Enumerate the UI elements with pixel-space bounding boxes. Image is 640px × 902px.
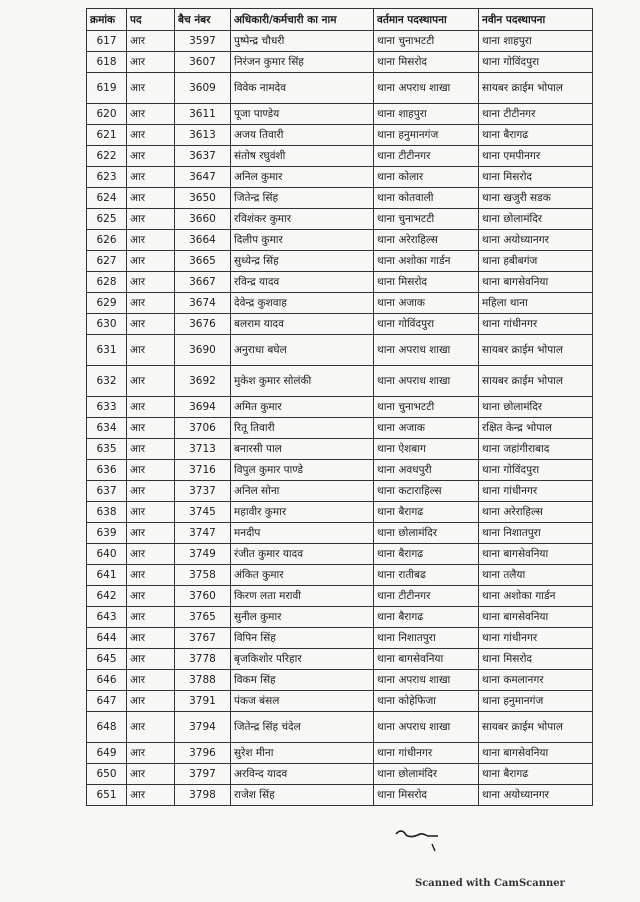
- post-cell: आर: [127, 460, 175, 481]
- name-cell: सुध्येन्द्र सिंह: [231, 251, 374, 272]
- table-row: [87, 502, 593, 523]
- current-posting-cell: थाना कोलार: [374, 167, 479, 188]
- new-posting-cell: थाना अयोध्यानगर: [479, 785, 593, 806]
- serial-cell: 636: [87, 460, 127, 481]
- table-row: [87, 691, 593, 712]
- current-posting-cell: थाना चुनाभटटी: [374, 31, 479, 52]
- name-cell: बृजकिशोर परिहार: [231, 649, 374, 670]
- current-posting-cell: थाना छोलामंदिर: [374, 764, 479, 785]
- batch-cell: 3667: [175, 272, 231, 293]
- batch-cell: 3609: [175, 73, 231, 104]
- current-posting-cell: थाना शाहपुरा: [374, 104, 479, 125]
- current-posting-cell: थाना अवधपुरी: [374, 460, 479, 481]
- batch-cell: 3647: [175, 167, 231, 188]
- current-posting-cell: थाना अपराध शाखा: [374, 73, 479, 104]
- serial-cell: 625: [87, 209, 127, 230]
- table-row: [87, 397, 593, 418]
- serial-cell: 638: [87, 502, 127, 523]
- batch-cell: 3660: [175, 209, 231, 230]
- current-posting-cell: थाना कोतवाली: [374, 188, 479, 209]
- post-cell: आर: [127, 73, 175, 104]
- batch-cell: 3796: [175, 743, 231, 764]
- current-posting-cell: थाना कटाराहिल्स: [374, 481, 479, 502]
- serial-cell: 635: [87, 439, 127, 460]
- post-cell: आर: [127, 366, 175, 397]
- current-posting-cell: थाना बैरागढ: [374, 607, 479, 628]
- name-cell: विपिन सिंह: [231, 628, 374, 649]
- batch-cell: 3778: [175, 649, 231, 670]
- batch-cell: 3664: [175, 230, 231, 251]
- post-cell: आर: [127, 335, 175, 366]
- batch-cell: 3767: [175, 628, 231, 649]
- new-posting-cell: थाना एमपीनगर: [479, 146, 593, 167]
- serial-cell: 647: [87, 691, 127, 712]
- current-posting-cell: थाना चुनाभटटी: [374, 209, 479, 230]
- serial-cell: 631: [87, 335, 127, 366]
- serial-cell: 649: [87, 743, 127, 764]
- new-posting-cell: थाना तलैया: [479, 565, 593, 586]
- current-posting-cell: थाना टीटीनगर: [374, 586, 479, 607]
- batch-cell: 3637: [175, 146, 231, 167]
- new-posting-cell: थाना शाहपुरा: [479, 31, 593, 52]
- name-cell: देवेन्द्र कुशवाह: [231, 293, 374, 314]
- name-cell: रितू तिवारी: [231, 418, 374, 439]
- table-row: [87, 335, 593, 366]
- table-row: [87, 230, 593, 251]
- post-cell: आर: [127, 293, 175, 314]
- serial-cell: 620: [87, 104, 127, 125]
- serial-cell: 640: [87, 544, 127, 565]
- post-cell: आर: [127, 743, 175, 764]
- table-row: [87, 167, 593, 188]
- current-posting-cell: थाना अजाक: [374, 418, 479, 439]
- serial-cell: 641: [87, 565, 127, 586]
- current-posting-cell: थाना कोहेफिजा: [374, 691, 479, 712]
- new-posting-cell: थाना मिसरोद: [479, 167, 593, 188]
- current-posting-cell: थाना मिसरोद: [374, 272, 479, 293]
- current-posting-cell: थाना बैरागढ: [374, 502, 479, 523]
- table-row: [87, 712, 593, 743]
- table-row: [87, 544, 593, 565]
- post-cell: आर: [127, 188, 175, 209]
- name-cell: बलराम यादव: [231, 314, 374, 335]
- post-cell: आर: [127, 125, 175, 146]
- header-batch: बैच नंबर: [175, 9, 231, 31]
- batch-cell: 3758: [175, 565, 231, 586]
- post-cell: आर: [127, 628, 175, 649]
- current-posting-cell: थाना मिसरोद: [374, 785, 479, 806]
- new-posting-cell: थाना बैरागढ: [479, 764, 593, 785]
- new-posting-cell: थाना बागसेवनिया: [479, 607, 593, 628]
- current-posting-cell: थाना ऐशबाग: [374, 439, 479, 460]
- serial-cell: 618: [87, 52, 127, 73]
- post-cell: आर: [127, 586, 175, 607]
- new-posting-cell: सायबर क्राईम भोपाल: [479, 366, 593, 397]
- name-cell: अमित कुमार: [231, 397, 374, 418]
- name-cell: रविन्द्र यादव: [231, 272, 374, 293]
- table-row: [87, 607, 593, 628]
- table-row: [87, 272, 593, 293]
- batch-cell: 3745: [175, 502, 231, 523]
- new-posting-cell: थाना बैरागढ: [479, 125, 593, 146]
- name-cell: बनारसी पाल: [231, 439, 374, 460]
- name-cell: रविशंकर कुमार: [231, 209, 374, 230]
- batch-cell: 3737: [175, 481, 231, 502]
- table-row: [87, 764, 593, 785]
- new-posting-cell: महिला थाना: [479, 293, 593, 314]
- batch-cell: 3694: [175, 397, 231, 418]
- table-row: [87, 481, 593, 502]
- name-cell: किरण लता मरावी: [231, 586, 374, 607]
- name-cell: अंकित कुमार: [231, 565, 374, 586]
- current-posting-cell: थाना निशातपुरा: [374, 628, 479, 649]
- post-cell: आर: [127, 167, 175, 188]
- batch-cell: 3650: [175, 188, 231, 209]
- transfer-table: [86, 8, 593, 806]
- batch-cell: 3788: [175, 670, 231, 691]
- current-posting-cell: थाना अपराध शाखा: [374, 670, 479, 691]
- new-posting-cell: रक्षित केन्द्र भोपाल: [479, 418, 593, 439]
- table-row: [87, 649, 593, 670]
- post-cell: आर: [127, 439, 175, 460]
- name-cell: दिलीप कुमार: [231, 230, 374, 251]
- serial-cell: 621: [87, 125, 127, 146]
- post-cell: आर: [127, 712, 175, 743]
- current-posting-cell: थाना गांधीनगर: [374, 743, 479, 764]
- current-posting-cell: थाना अरेराहिल्स: [374, 230, 479, 251]
- post-cell: आर: [127, 146, 175, 167]
- serial-cell: 644: [87, 628, 127, 649]
- table-row: [87, 628, 593, 649]
- name-cell: जितेन्द्र सिंह चंदेल: [231, 712, 374, 743]
- table-row: [87, 366, 593, 397]
- new-posting-cell: थाना जहांगीराबाद: [479, 439, 593, 460]
- camscanner-watermark: Scanned with CamScanner: [415, 878, 565, 889]
- post-cell: आर: [127, 785, 175, 806]
- post-cell: आर: [127, 418, 175, 439]
- current-posting-cell: थाना बैरागढ: [374, 544, 479, 565]
- serial-cell: 619: [87, 73, 127, 104]
- serial-cell: 617: [87, 31, 127, 52]
- table-row: [87, 743, 593, 764]
- batch-cell: 3760: [175, 586, 231, 607]
- name-cell: महावीर कुमार: [231, 502, 374, 523]
- header-post: पद: [127, 9, 175, 31]
- serial-cell: 626: [87, 230, 127, 251]
- current-posting-cell: थाना छोलामंदिर: [374, 523, 479, 544]
- new-posting-cell: थाना गांधीनगर: [479, 481, 593, 502]
- table-row: [87, 314, 593, 335]
- new-posting-cell: थाना हबीबगंज: [479, 251, 593, 272]
- new-posting-cell: थाना गोविंदपुरा: [479, 460, 593, 481]
- new-posting-cell: थाना बागसेवनिया: [479, 544, 593, 565]
- current-posting-cell: थाना अपराध शाखा: [374, 712, 479, 743]
- name-cell: विपुल कुमार पाण्डे: [231, 460, 374, 481]
- name-cell: अनिल कुमार: [231, 167, 374, 188]
- current-posting-cell: थाना टीटीनगर: [374, 146, 479, 167]
- current-posting-cell: थाना अजाक: [374, 293, 479, 314]
- current-posting-cell: थाना गोविंदपुरा: [374, 314, 479, 335]
- name-cell: मुकेश कुमार सोलंकी: [231, 366, 374, 397]
- post-cell: आर: [127, 209, 175, 230]
- table-row: [87, 586, 593, 607]
- new-posting-cell: थाना अशोका गार्डन: [479, 586, 593, 607]
- serial-cell: 643: [87, 607, 127, 628]
- name-cell: पंकज बंसल: [231, 691, 374, 712]
- serial-cell: 624: [87, 188, 127, 209]
- batch-cell: 3676: [175, 314, 231, 335]
- post-cell: आर: [127, 523, 175, 544]
- new-posting-cell: थाना बागसेवनिया: [479, 272, 593, 293]
- table-row: [87, 565, 593, 586]
- current-posting-cell: थाना मिसरोद: [374, 52, 479, 73]
- header-current-posting: वर्तमान पदस्थापना: [374, 9, 479, 31]
- new-posting-cell: थाना टीटीनगर: [479, 104, 593, 125]
- name-cell: संतोष रघुवंशी: [231, 146, 374, 167]
- batch-cell: 3791: [175, 691, 231, 712]
- serial-cell: 623: [87, 167, 127, 188]
- name-cell: अनुराधा बघेल: [231, 335, 374, 366]
- post-cell: आर: [127, 607, 175, 628]
- new-posting-cell: थाना मिसरोद: [479, 649, 593, 670]
- new-posting-cell: सायबर क्राईम भोपाल: [479, 73, 593, 104]
- new-posting-cell: थाना छोलामंदिर: [479, 209, 593, 230]
- serial-cell: 648: [87, 712, 127, 743]
- batch-cell: 3798: [175, 785, 231, 806]
- batch-cell: 3749: [175, 544, 231, 565]
- batch-cell: 3674: [175, 293, 231, 314]
- batch-cell: 3706: [175, 418, 231, 439]
- table-row: [87, 146, 593, 167]
- post-cell: आर: [127, 52, 175, 73]
- serial-cell: 637: [87, 481, 127, 502]
- batch-cell: 3607: [175, 52, 231, 73]
- new-posting-cell: थाना गोविंदपुरा: [479, 52, 593, 73]
- header-name: अधिकारी/कर्मचारी का नाम: [231, 9, 374, 31]
- table-row: [87, 125, 593, 146]
- table-row: [87, 188, 593, 209]
- post-cell: आर: [127, 397, 175, 418]
- name-cell: अरविन्द यादव: [231, 764, 374, 785]
- batch-cell: 3611: [175, 104, 231, 125]
- new-posting-cell: थाना गांधीनगर: [479, 314, 593, 335]
- current-posting-cell: थाना हनुमानगंज: [374, 125, 479, 146]
- post-cell: आर: [127, 691, 175, 712]
- batch-cell: 3797: [175, 764, 231, 785]
- name-cell: निरंजन कुमार सिंह: [231, 52, 374, 73]
- name-cell: विवेक नामदेव: [231, 73, 374, 104]
- batch-cell: 3692: [175, 366, 231, 397]
- serial-cell: 629: [87, 293, 127, 314]
- table-row: [87, 104, 593, 125]
- post-cell: आर: [127, 104, 175, 125]
- table-row: [87, 523, 593, 544]
- table-row: [87, 418, 593, 439]
- batch-cell: 3713: [175, 439, 231, 460]
- serial-cell: 642: [87, 586, 127, 607]
- table-row: [87, 293, 593, 314]
- header-serial: क्रमांक: [87, 9, 127, 31]
- name-cell: जितेन्द्र सिंह: [231, 188, 374, 209]
- batch-cell: 3690: [175, 335, 231, 366]
- current-posting-cell: थाना अपराध शाखा: [374, 366, 479, 397]
- name-cell: सुनील कुमार: [231, 607, 374, 628]
- post-cell: आर: [127, 272, 175, 293]
- batch-cell: 3747: [175, 523, 231, 544]
- serial-cell: 628: [87, 272, 127, 293]
- new-posting-cell: थाना छोलामंदिर: [479, 397, 593, 418]
- new-posting-cell: थाना खजुरी सडक: [479, 188, 593, 209]
- name-cell: पुष्पेन्द्र चौधरी: [231, 31, 374, 52]
- name-cell: सुरेश मीना: [231, 743, 374, 764]
- batch-cell: 3613: [175, 125, 231, 146]
- table-row: [87, 670, 593, 691]
- serial-cell: 622: [87, 146, 127, 167]
- batch-cell: 3665: [175, 251, 231, 272]
- name-cell: मनदीप: [231, 523, 374, 544]
- post-cell: आर: [127, 481, 175, 502]
- post-cell: आर: [127, 670, 175, 691]
- serial-cell: 646: [87, 670, 127, 691]
- new-posting-cell: थाना गांधीनगर: [479, 628, 593, 649]
- table-row: [87, 52, 593, 73]
- table-row: [87, 209, 593, 230]
- post-cell: आर: [127, 31, 175, 52]
- serial-cell: 634: [87, 418, 127, 439]
- name-cell: पूजा पाण्डेय: [231, 104, 374, 125]
- name-cell: रंजीत कुमार यादव: [231, 544, 374, 565]
- current-posting-cell: थाना चुनाभटटी: [374, 397, 479, 418]
- batch-cell: 3765: [175, 607, 231, 628]
- current-posting-cell: थाना अशोका गार्डन: [374, 251, 479, 272]
- new-posting-cell: सायबर क्राईम भोपाल: [479, 335, 593, 366]
- new-posting-cell: थाना बागसेवनिया: [479, 743, 593, 764]
- new-posting-cell: थाना अयोध्यानगर: [479, 230, 593, 251]
- new-posting-cell: थाना हनुमानगंज: [479, 691, 593, 712]
- name-cell: विकम सिंह: [231, 670, 374, 691]
- post-cell: आर: [127, 544, 175, 565]
- post-cell: आर: [127, 314, 175, 335]
- current-posting-cell: थाना बागसेवनिया: [374, 649, 479, 670]
- serial-cell: 651: [87, 785, 127, 806]
- serial-cell: 627: [87, 251, 127, 272]
- header-new-posting: नवीन पदस्थापना: [479, 9, 593, 31]
- serial-cell: 633: [87, 397, 127, 418]
- new-posting-cell: थाना अरेराहिल्स: [479, 502, 593, 523]
- serial-cell: 645: [87, 649, 127, 670]
- batch-cell: 3597: [175, 31, 231, 52]
- serial-cell: 630: [87, 314, 127, 335]
- serial-cell: 639: [87, 523, 127, 544]
- table-header-row: [87, 9, 593, 31]
- batch-cell: 3716: [175, 460, 231, 481]
- table-row: [87, 251, 593, 272]
- table-row: [87, 460, 593, 481]
- table-body: [87, 31, 593, 806]
- new-posting-cell: सायबर क्राईम भोपाल: [479, 712, 593, 743]
- table-row: [87, 73, 593, 104]
- name-cell: अनिल सोना: [231, 481, 374, 502]
- post-cell: आर: [127, 565, 175, 586]
- new-posting-cell: थाना कमलानगर: [479, 670, 593, 691]
- post-cell: आर: [127, 764, 175, 785]
- table-row: [87, 439, 593, 460]
- post-cell: आर: [127, 502, 175, 523]
- table-row: [87, 785, 593, 806]
- serial-cell: 632: [87, 366, 127, 397]
- name-cell: अजय तिवारी: [231, 125, 374, 146]
- current-posting-cell: थाना रातीबढ: [374, 565, 479, 586]
- new-posting-cell: थाना निशातपुरा: [479, 523, 593, 544]
- signature: [392, 820, 442, 852]
- post-cell: आर: [127, 649, 175, 670]
- post-cell: आर: [127, 230, 175, 251]
- name-cell: राजेश सिंह: [231, 785, 374, 806]
- serial-cell: 650: [87, 764, 127, 785]
- current-posting-cell: थाना अपराध शाखा: [374, 335, 479, 366]
- batch-cell: 3794: [175, 712, 231, 743]
- table-row: [87, 31, 593, 52]
- post-cell: आर: [127, 251, 175, 272]
